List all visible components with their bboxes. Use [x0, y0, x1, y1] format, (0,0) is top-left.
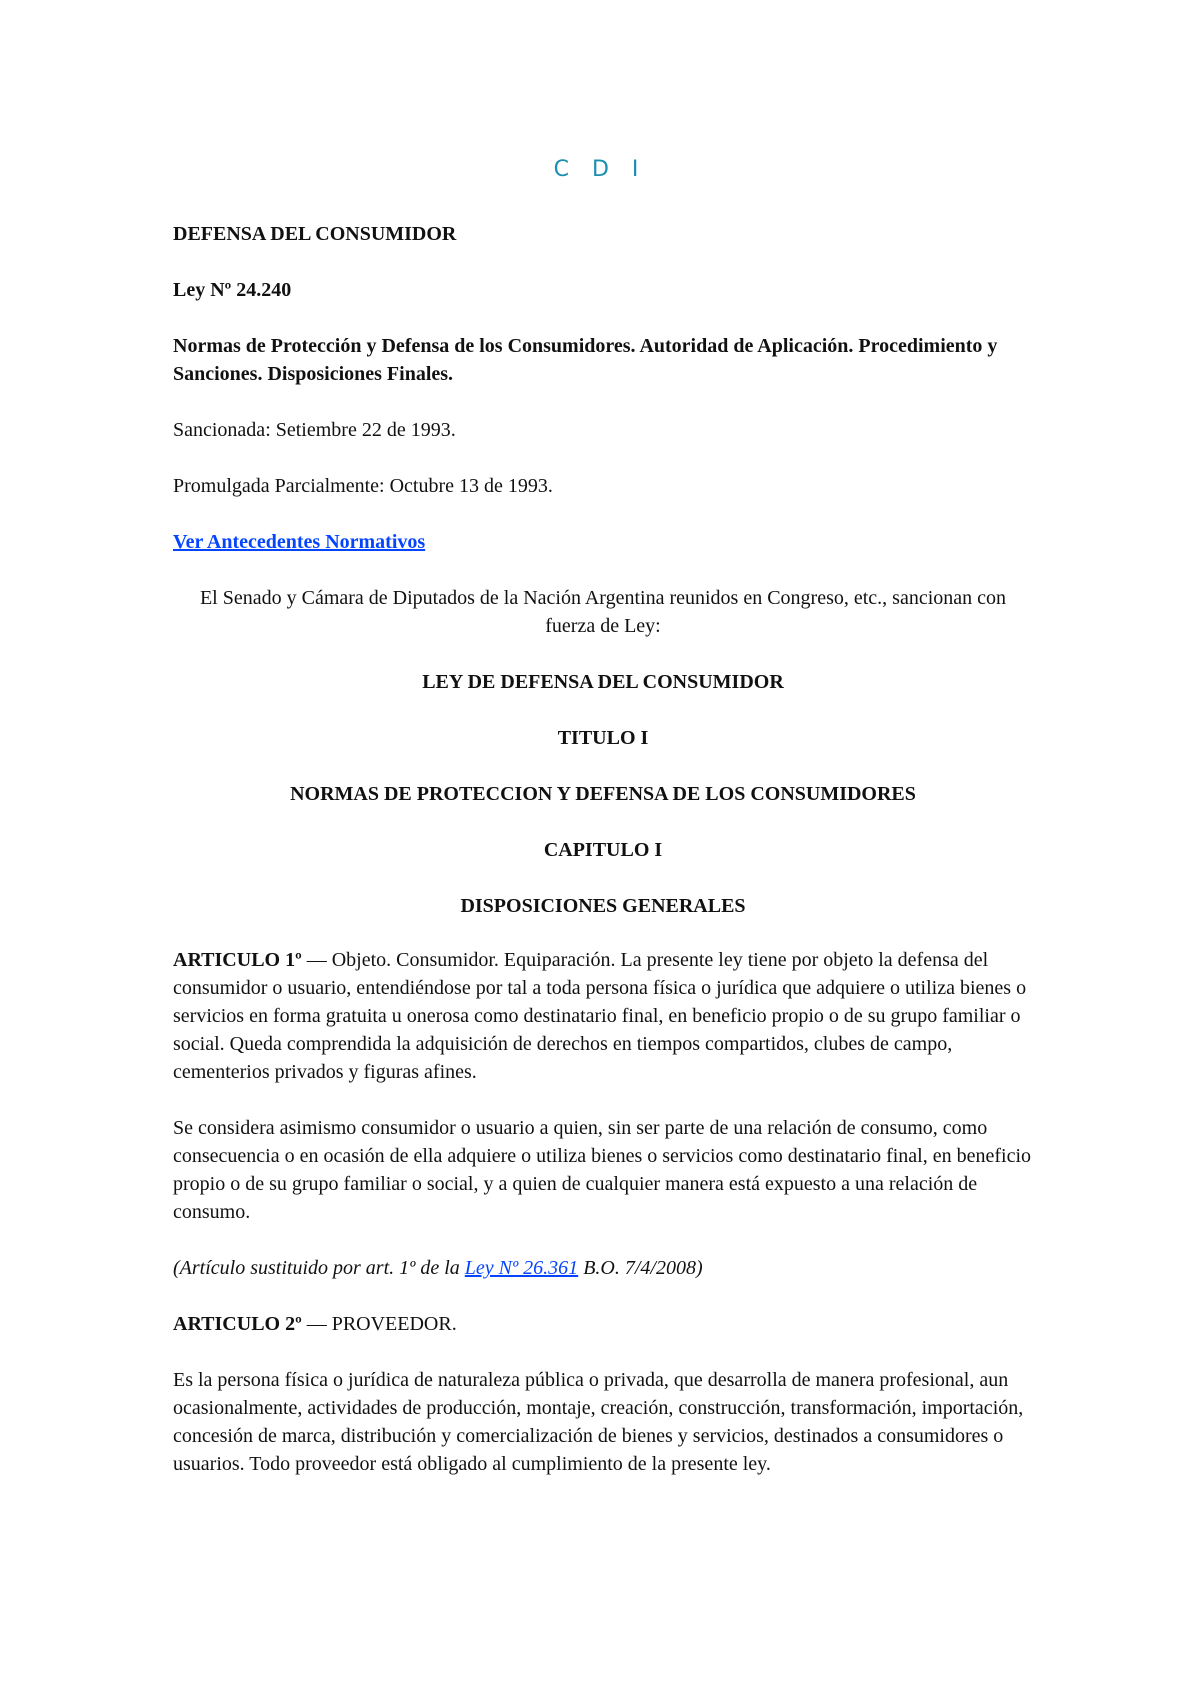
antecedents-link[interactable]: Ver Antecedentes Normativos — [173, 531, 426, 553]
titulo-heading: TITULO I — [557, 727, 649, 749]
article-1-label: ARTICULO 1º — [173, 949, 302, 971]
article-1-note — [173, 1254, 1033, 1282]
law-summary: Normas de Protección y Defensa de los Consumidores. Autoridad de Aplicación. Procedimiento y Sanciones. Disposiciones Finales. — [173, 335, 998, 385]
titulo-name: NORMAS DE PROTECCION Y DEFENSA DE LOS CONSUMIDORES — [290, 783, 916, 805]
article-2-text: — PROVEEDOR. — [301, 1313, 457, 1335]
article-2-paragraph: Es la persona física o jurídica de naturaleza pública o privada, que desarrolla de manera profesional, aun ocasionalmente, actividades de producción, montaje, creación, construcción, transformación, importación, concesión de marca, distribución y comercialización de bienes y servicios, destinados a consumidores o usuarios. Todo proveedor está obligado al cumplimiento de la presente ley. — [173, 1369, 1024, 1475]
preamble: El Senado y Cámara de Diputados de la Nación Argentina reunidos en Congreso, etc., sancionan con fuerza de Ley: — [199, 587, 1007, 637]
law-26361-link[interactable]: Ley Nº 26.361 — [464, 1257, 579, 1279]
sanctioned-date: Sancionada: Setiembre 22 de 1993. — [173, 419, 456, 441]
article-1-note-prefix: (Artículo sustituido por art. 1º de la — [173, 1257, 465, 1279]
capitulo-heading: CAPITULO I — [543, 839, 663, 861]
article-2 — [173, 1310, 1033, 1338]
article-2-label: ARTICULO 2º — [173, 1313, 302, 1335]
article-1-note-suffix: B.O. 7/4/2008) — [578, 1257, 703, 1279]
capitulo-name: DISPOSICIONES GENERALES — [460, 895, 746, 917]
document-body — [173, 220, 1033, 1506]
law-heading: LEY DE DEFENSA DEL CONSUMIDOR — [422, 671, 784, 693]
header-mark: C D I — [553, 157, 647, 182]
promulgated-date: Promulgada Parcialmente: Octubre 13 de 1993. — [173, 475, 553, 497]
document-title: DEFENSA DEL CONSUMIDOR — [173, 223, 457, 245]
article-1 — [173, 946, 1033, 1086]
law-number: Ley Nº 24.240 — [173, 279, 292, 301]
article-1-paragraph-2: Se considera asimismo consumidor o usuario a quien, sin ser parte de una relación de consumo, como consecuencia o en ocasión de ella adquiere o utiliza bienes o servicios como destinatario final, en beneficio propio o de su grupo familiar o social, y a quien de cualquier manera está expuesto a una relación de consumo. — [173, 1117, 1031, 1223]
article-1-text: — Objeto. Consumidor. Equiparación. La presente ley tiene por objeto la defensa del consumidor o usuario, entendiéndose por tal a toda persona física o jurídica que adquiere o utiliza bienes o servicios en forma gratuita u onerosa como destinatario final, en beneficio propio o de su grupo familiar o social. Queda comprendida la adquisición de derechos en tiempos compartidos, clubes de campo, cementerios privados y figuras afines. — [173, 949, 1027, 1083]
